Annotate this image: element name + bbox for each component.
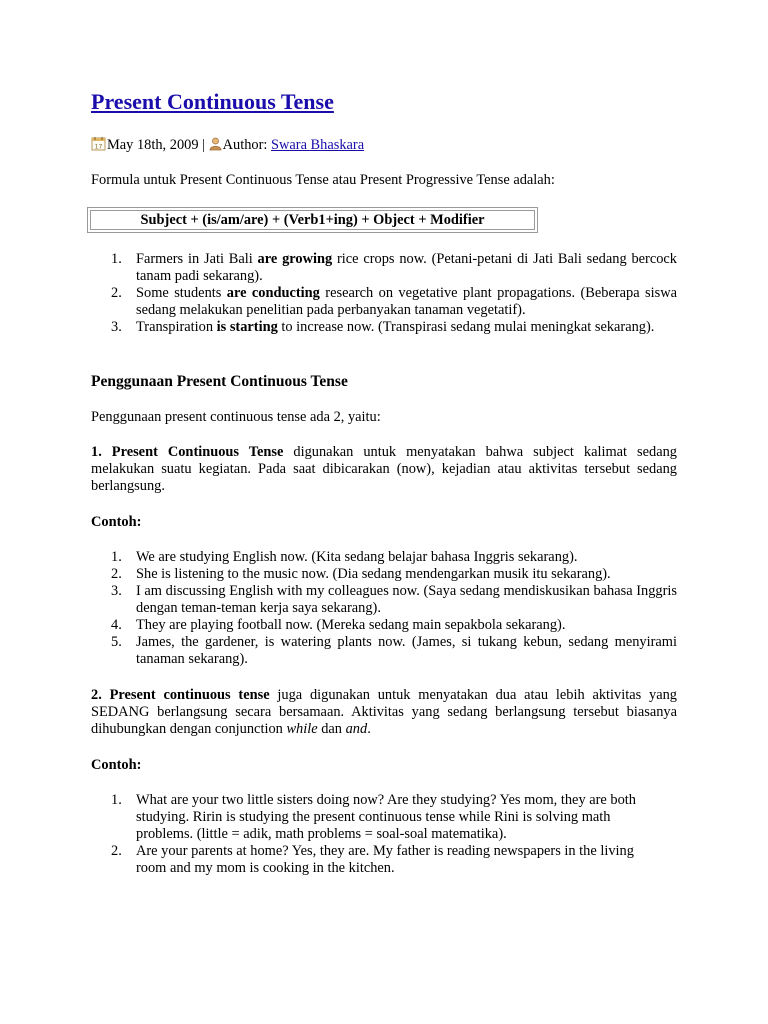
usage-1-paragraph: 1. Present Continuous Tense digunakan untuk menyatakan bahwa subject kalimat sedang melakukan suatu kegiatan. Pada saat dibicarakan (now), kejadian atau aktivitas tersebut sedang berlangsung. (91, 444, 677, 494)
svg-text:17: 17 (94, 143, 103, 151)
contoh-label-2: Contoh: (91, 757, 142, 773)
person-icon (209, 137, 222, 151)
list-item: 1. Farmers in Jati Bali are growing rice crops now. (Petani-petani di Jati Bali sedang bercock tanam padi sekarang). (111, 251, 677, 284)
formula-box (87, 207, 538, 233)
examples-list-3 (111, 792, 657, 877)
list-item: 3. Transpiration is starting to increase now. (Transpirasi sedang mulai meningkat sekarang). (111, 319, 655, 335)
intro-text: Formula untuk Present Continuous Tense atau Present Progressive Tense adalah: (91, 172, 555, 188)
usage-2-paragraph: 2. Present continuous tense juga digunakan untuk menyatakan dua atau lebih aktivitas yang SEDANG berlangsung secara bersamaan. Aktivitas yang sedang berlangsung tersebut biasanya dihubungkan dengan conjunction while dan and. (91, 687, 677, 737)
contoh-label-1: Contoh: (91, 514, 142, 530)
list-item: 3. I am discussing English with my colleagues now. (Saya sedang mendiskusikan bahasa Inggris dengan teman-teman kerja saya sekarang). (111, 583, 677, 616)
author-link[interactable]: Swara Bhaskara (271, 137, 365, 153)
list-item: 4. They are playing football now. (Mereka sedang main sepakbola sekarang). (111, 617, 566, 633)
list-item: 5. James, the gardener, is watering plants now. (James, si tukang kebun, sedang menyirami tanaman sekarang). (111, 634, 677, 667)
examples-list-2 (111, 549, 677, 668)
examples-list-1 (111, 251, 677, 336)
calendar-icon (91, 136, 106, 151)
list-item: 2. Are your parents at home? Yes, they are. My father is reading newspapers in the living room and my mom is cooking in the kitchen. (111, 843, 634, 876)
post-date: May 18th, 2009 (107, 137, 199, 153)
author-label: Author: (222, 137, 271, 153)
list-item: 1. We are studying English now. (Kita sedang belajar bahasa Inggris sekarang). (111, 549, 578, 565)
page-title[interactable]: Present Continuous Tense (91, 89, 334, 114)
formula-text: Subject + (is/am/are) + (Verb1+ing) + Object + Modifier (90, 210, 535, 230)
section-heading: Penggunaan Present Continuous Tense (91, 373, 348, 390)
meta-separator: | (198, 137, 209, 153)
post-meta (91, 136, 364, 154)
list-item: 2. Some students are conducting research on vegetative plant propagations. (Beberapa siswa sedang melakukan penelitian pada perbanyakan tanaman vegetatif). (111, 285, 677, 318)
usage-intro: Penggunaan present continuous tense ada 2, yaitu: (91, 409, 381, 425)
list-item: 1. What are your two little sisters doing now? Are they studying? Yes mom, they are both studying. Ririn is studying the present continuous tense while Rini is solving math problems. (little = adik, math problems = soal-soal matematika). (111, 792, 636, 842)
list-item: 2. She is listening to the music now. (Dia sedang mendengarkan musik itu sekarang). (111, 566, 611, 582)
